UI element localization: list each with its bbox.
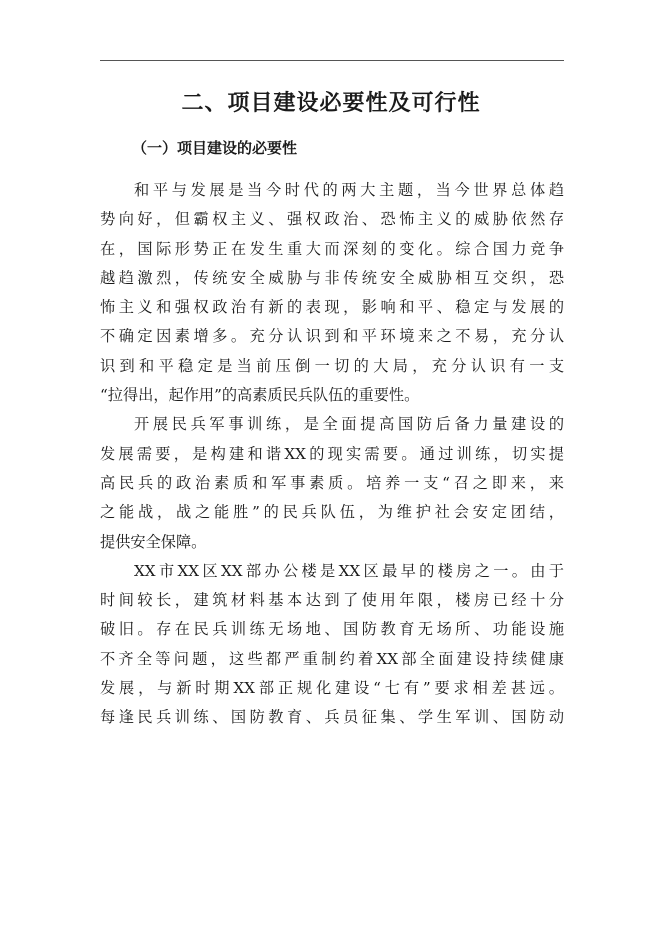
text-line: 发展需要，是构建和谐XX的现实需要。通过训练，切实提 <box>100 444 564 463</box>
text-line: 势向好，但霸权主义、强权政治、恐怖主义的威胁依然存 <box>100 210 564 229</box>
text-line: 时间较长，建筑材料基本达到了使用年限，楼房已经十分 <box>100 591 564 610</box>
paragraph-2 <box>100 410 564 556</box>
paragraph-1 <box>100 176 564 410</box>
text-line: 在，国际形势正在发生重大而深刻的变化。综合国力竞争 <box>100 239 564 258</box>
text-line: 高民兵的政治素质和军事素质。培养一支“召之即来，来 <box>100 473 564 492</box>
text-line: 不齐全等问题，这些都严重制约着XX部全面建设持续健康 <box>100 649 564 668</box>
text-line: “拉得出，起作用”的高素质民兵队伍的重要性。 <box>100 386 420 405</box>
text-line: 怖主义和强权政治有新的表现，影响和平、稳定与发展的 <box>100 298 564 317</box>
text-line: 不确定因素增多。充分认识到和平环境来之不易，充分认 <box>100 327 564 346</box>
page-title: 二、项目建设必要性及可行性 <box>181 91 481 116</box>
paragraph-3 <box>100 557 564 733</box>
text-line: 提供安全保障。 <box>100 532 207 551</box>
text-line: 越趋激烈，传统安全威胁与非传统安全威胁相互交织，恐 <box>100 268 564 287</box>
text-line: 和平与发展是当今时代的两大主题，当今世界总体趋 <box>134 181 564 199</box>
text-line: XX市XX区XX部办公楼是XX区最早的楼房之一。由于 <box>134 561 564 580</box>
text-line: 每逢民兵训练、国防教育、兵员征集、学生军训、国防动 <box>100 708 564 727</box>
section-heading: （一）项目建设的必要性 <box>132 139 298 157</box>
header-rule <box>100 60 564 61</box>
text-line: 之能战，战之能胜”的民兵队伍，为维护社会安定团结， <box>100 503 564 522</box>
text-line: 破旧。存在民兵训练无场地、国防教育无场所、功能设施 <box>100 620 564 639</box>
text-line: 识到和平稳定是当前压倒一切的大局，充分认识有一支 <box>100 356 564 375</box>
body-text <box>100 176 564 733</box>
text-line: 开展民兵军事训练，是全面提高国防后备力量建设的 <box>134 415 564 434</box>
text-line: 发展，与新时期XX部正规化建设“七有”要求相差甚远。 <box>100 679 564 698</box>
